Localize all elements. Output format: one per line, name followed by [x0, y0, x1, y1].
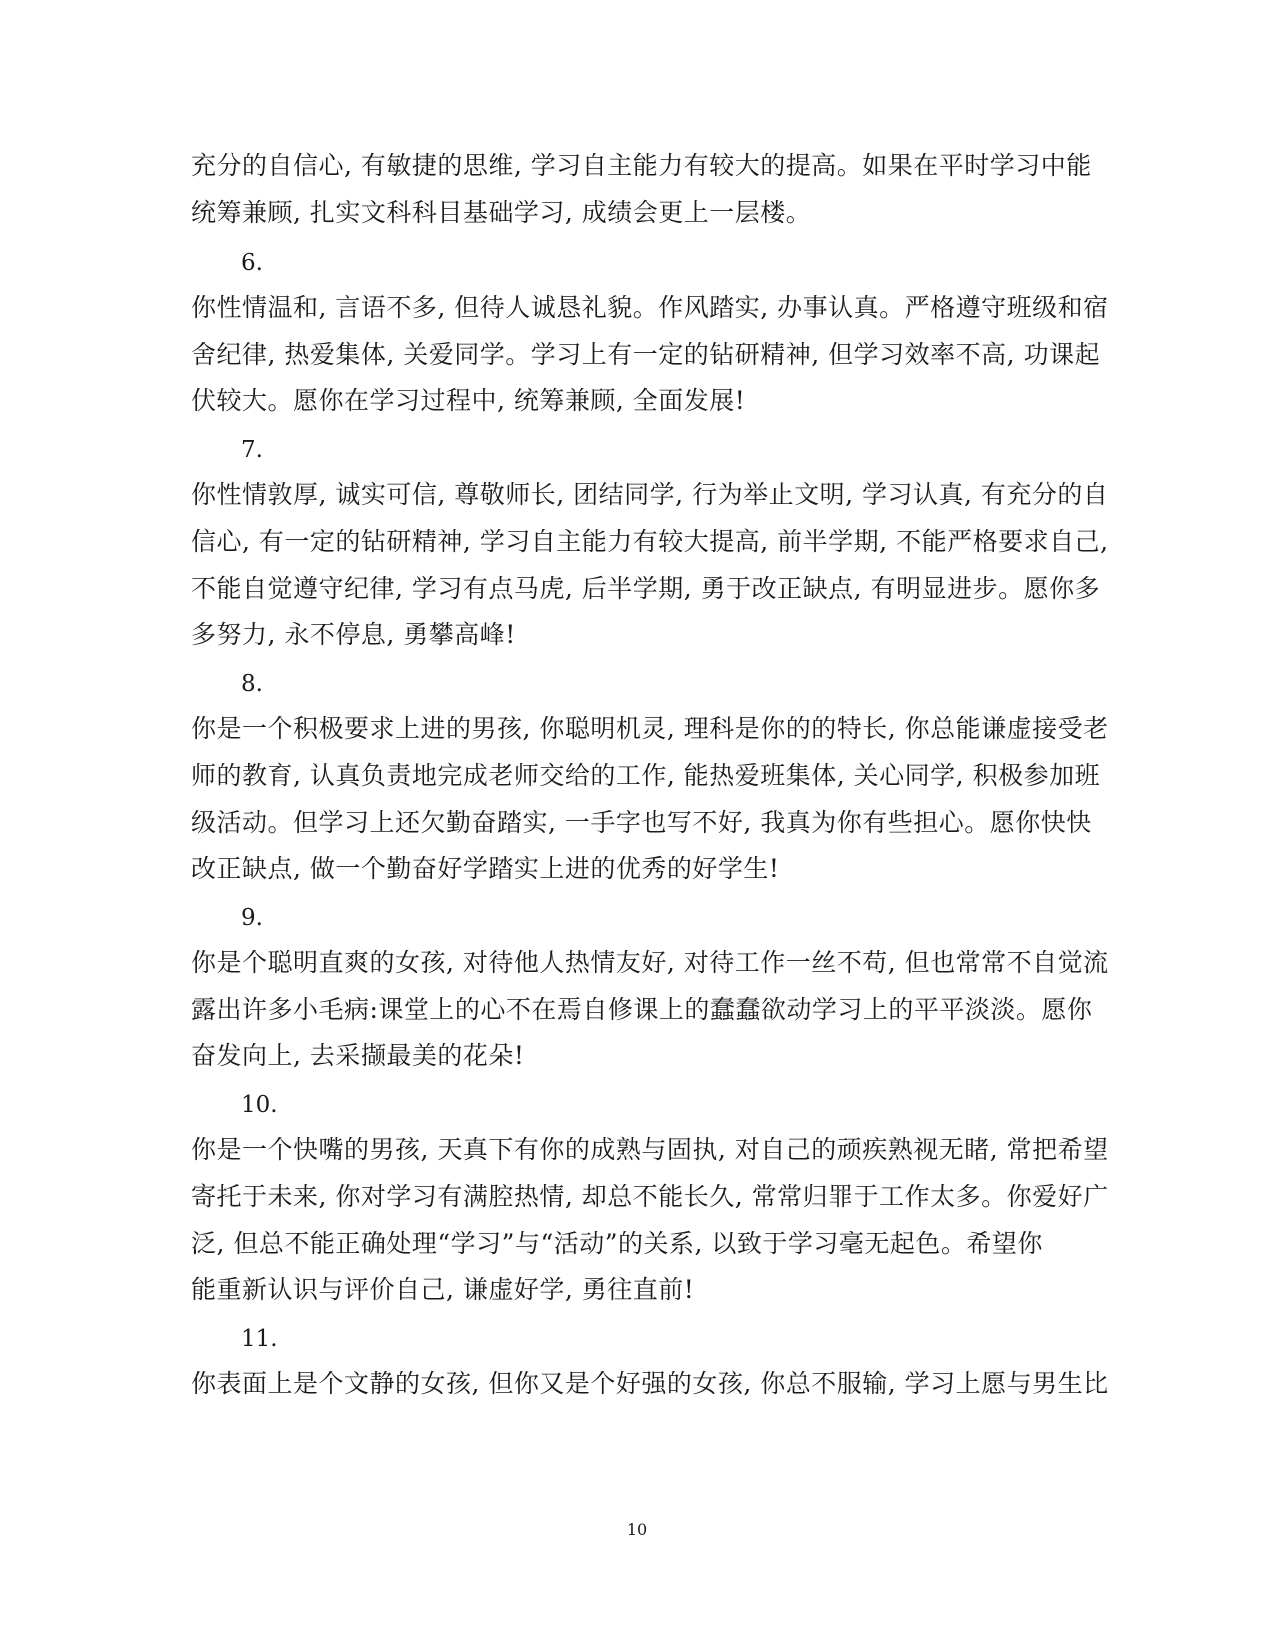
item-number: 6. [241, 250, 263, 276]
text-line: 泛, 但总不能正确处理“学习”与“活动”的关系, 以致于学习毫无起色。希望你 [191, 1229, 1043, 1258]
item-number: 10. [241, 1092, 278, 1118]
text-line: 师的教育, 认真负责地完成老师交给的工作, 能热爱班集体, 关心同学, 积极参加班 [191, 761, 1101, 790]
text-line: 你性情敦厚, 诚实可信, 尊敬师长, 团结同学, 行为举止文明, 学习认真, 有充分的自 [191, 480, 1109, 509]
text-line: 多努力, 永不停息, 勇攀高峰! [191, 620, 516, 649]
item-number: 9. [241, 905, 263, 931]
text-line: 不能自觉遵守纪律, 学习有点马虎, 后半学期, 勇于改正缺点, 有明显进步。愿你多 [191, 574, 1101, 603]
text-line: 奋发向上, 去采撷最美的花朵! [191, 1041, 525, 1070]
item-number: 11. [241, 1326, 278, 1352]
text-line: 能重新认识与评价自己, 谦虚好学, 勇往直前! [191, 1275, 695, 1304]
text-line: 露出许多小毛病:课堂上的心不在焉自修课上的蠢蠢欲动学习上的平平淡淡。愿你 [191, 995, 1093, 1024]
page-number: 10 [626, 1520, 648, 1539]
text-line: 你是个聪明直爽的女孩, 对待他人热情友好, 对待工作一丝不苟, 但也常常不自觉流 [191, 948, 1109, 977]
text-line: 充分的自信心, 有敏捷的思维, 学习自主能力有较大的提高。如果在平时学习中能 [191, 151, 1092, 180]
text-line: 你是一个积极要求上进的男孩, 你聪明机灵, 理科是你的的特长, 你总能谦虚接受老 [191, 714, 1109, 743]
text-line: 伏较大。愿你在学习过程中, 统筹兼顾, 全面发展! [191, 386, 746, 415]
text-line: 改正缺点, 做一个勤奋好学踏实上进的优秀的好学生! [191, 854, 780, 883]
text-line: 统筹兼顾, 扎实文科科目基础学习, 成绩会更上一层楼。 [191, 198, 812, 227]
text-line: 信心, 有一定的钻研精神, 学习自主能力有较大提高, 前半学期, 不能严格要求自己, [191, 527, 1109, 556]
text-line: 你表面上是个文静的女孩, 但你又是个好强的女孩, 你总不服输, 学习上愿与男生比 [191, 1369, 1109, 1398]
text-line: 你是一个快嘴的男孩, 天真下有你的成熟与固执, 对自己的顽疾熟视无睹, 常把希望 [191, 1135, 1109, 1164]
item-number: 7. [241, 437, 263, 463]
text-line: 你性情温和, 言语不多, 但待人诚恳礼貌。作风踏实, 办事认真。严格遵守班级和宿 [191, 293, 1109, 322]
item-number: 8. [241, 671, 263, 697]
text-line: 级活动。但学习上还欠勤奋踏实, 一手字也写不好, 我真为你有些担心。愿你快快 [191, 808, 1092, 837]
text-line: 寄托于未来, 你对学习有满腔热情, 却总不能长久, 常常归罪于工作太多。你爱好广 [191, 1182, 1109, 1211]
text-line: 舍纪律, 热爱集体, 关爱同学。学习上有一定的钻研精神, 但学习效率不高, 功课起 [191, 340, 1101, 369]
